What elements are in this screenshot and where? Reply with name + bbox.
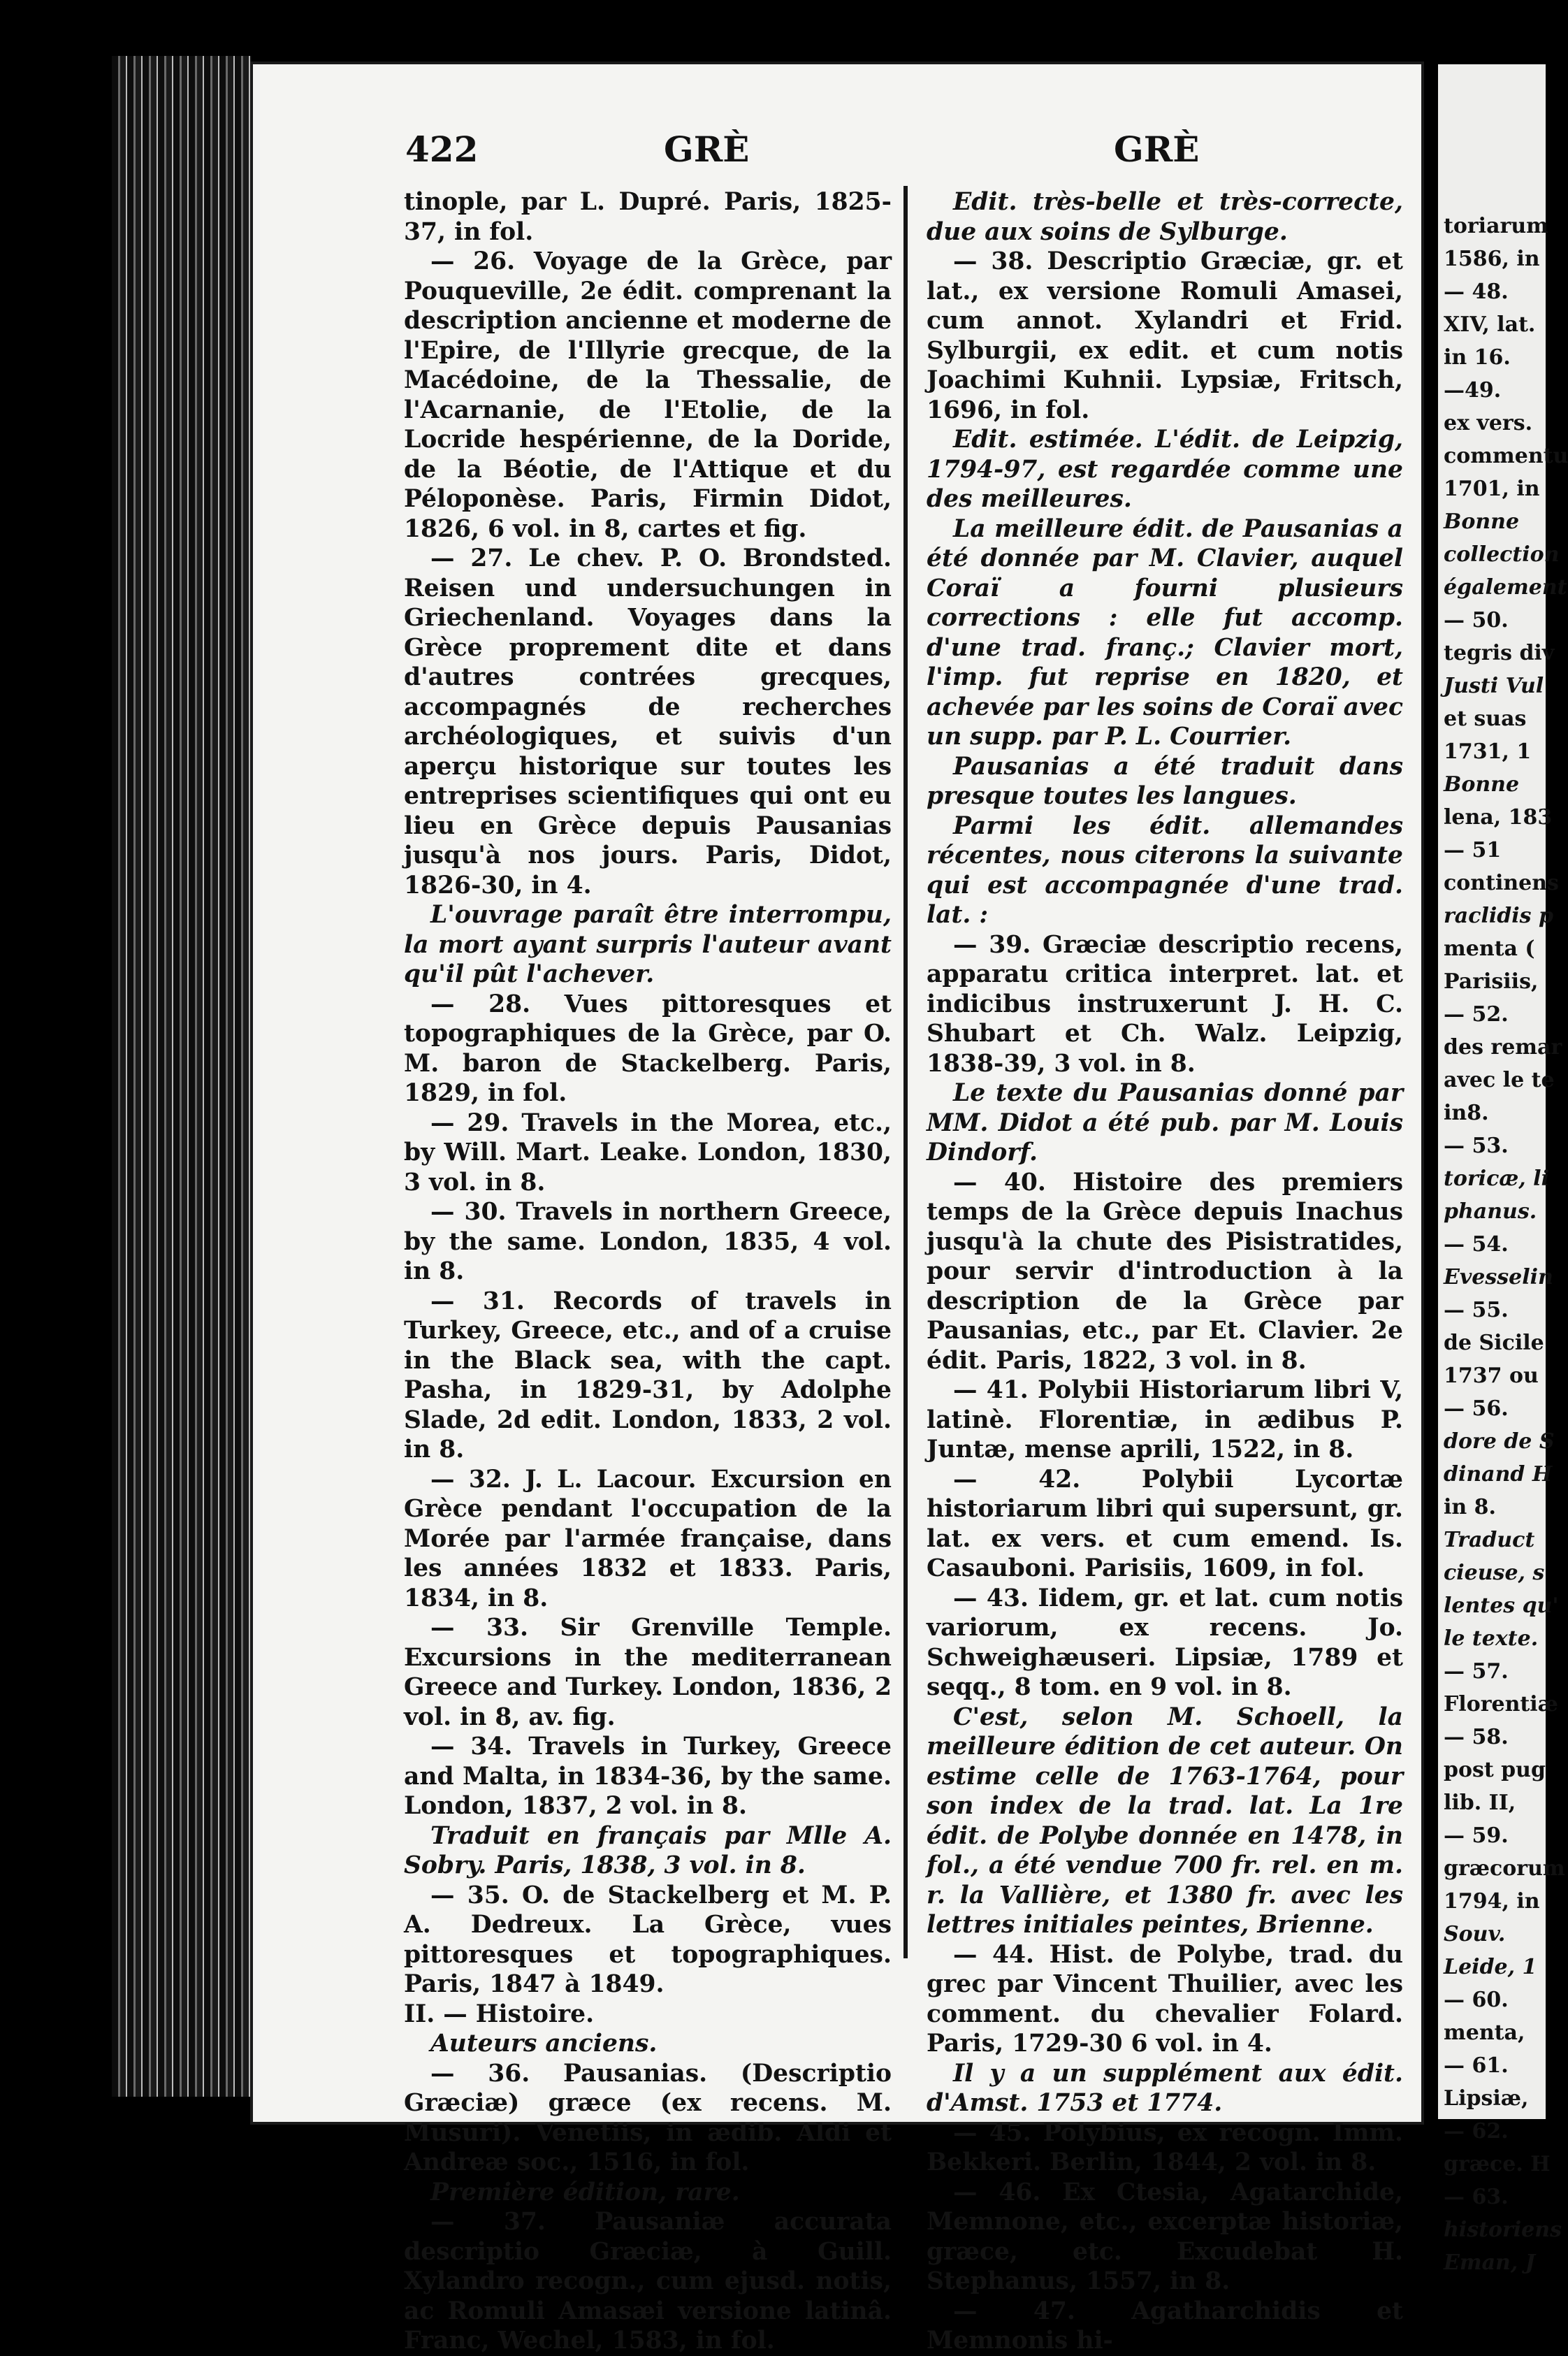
facing-page-line: 1701, in: [1444, 477, 1540, 501]
facing-page-line: Bonne: [1444, 509, 1520, 534]
entry-43-note: C'est, selon M. Schoell, la meilleure édition de cet auteur. On estime celle de 1763-1764, pour son index de la trad. lat. La 1re édit. de Polybe donnée en 1478, in fol., a été vendue 700 fr. rel. en m. r. la Vallière, et 1380 fr. avec les lettres initiales peintes, Brienne.: [927, 1703, 1403, 1939]
facing-page-line: — 52.: [1444, 1002, 1509, 1027]
entry-28: — 28. Vues pittoresques et topographiques de la Grèce, par O. M. baron de Stackelberg. Paris, 1829, in fol.: [404, 990, 892, 1107]
facing-page-line: Evesselin: [1444, 1265, 1553, 1289]
facing-page-line: — 57.: [1444, 1659, 1509, 1684]
facing-page-line: — 50.: [1444, 608, 1509, 633]
facing-page-line: raclidis p: [1444, 904, 1553, 928]
entry-44-note: Il y a un supplément aux édit. d'Amst. 1753 et 1774.: [927, 2059, 1403, 2117]
facing-page-line: Justi Vul: [1444, 674, 1544, 698]
entry-38: — 38. Descriptio Græciæ, gr. et lat., ex versione Romuli Amasei, cum annot. Xylandri et Frid. Sylburgii, ex edit. et cum notis Joachimi Kuhnii. Lypsiæ, Fritsch, 1696, in fol.: [927, 247, 1403, 424]
facing-page-line: Traduct: [1444, 1528, 1535, 1552]
entry-27-note: L'ouvrage paraît être interrompu, la mort ayant surpris l'auteur avant qu'il pût l'achever.: [404, 901, 892, 988]
facing-page-line: in8.: [1444, 1101, 1489, 1125]
facing-page-line: — 56.: [1444, 1396, 1509, 1421]
facing-page-line: — 48.: [1444, 280, 1509, 304]
entry-37: — 37. Pausaniæ accurata descriptio Græciæ, à Guill. Xylandro recogn., cum ejusd. notis, ac Romuli Amasæi versione latinâ. Franc, Wechel, 1583, in fol.: [404, 2208, 892, 2355]
facing-page-line: collection: [1444, 542, 1560, 567]
entry-26: — 26. Voyage de la Grèce, par Pouqueville, 2e édit. comprenant la description ancienne et moderne de l'Epire, de l'Illyrie grecque, de la Macédoine, de la Thessalie, de l'Acarnanie, de l'Etolie, de la Locride hespérienne, de la Doride, de la Béotie, de l'Attique et du Péloponèse. Paris, Firmin Didot, 1826, 6 vol. in 8, cartes et fig.: [404, 247, 892, 543]
facing-page-line: — 55.: [1444, 1298, 1509, 1322]
facing-page-line: menta,: [1444, 2021, 1525, 2045]
facing-page-line: 1731, 1: [1444, 739, 1532, 764]
entry-39: — 39. Græciæ descriptio recens, apparatu critica interpret. lat. et indicibus instruxerunt J. H. C. Shubart et Ch. Walz. Leipzig, 1838-39, 3 vol. in 8.: [927, 930, 1403, 1078]
facing-page-line: — 63.: [1444, 2185, 1509, 2209]
facing-page-line: menta (: [1444, 937, 1535, 961]
facing-page-fragment: [1438, 64, 1568, 2275]
left-column: [404, 187, 892, 2356]
pausanias-translations-note: Pausanias a été traduit dans presque toutes les langues.: [927, 752, 1403, 810]
facing-page-line: — 54.: [1444, 1232, 1509, 1257]
facing-page-line: cieuse, s: [1444, 1561, 1545, 1585]
facing-page-line: phanus.: [1444, 1199, 1537, 1224]
entry-46: — 46. Ex Ctesia, Agatarchide, Memnone, etc., excerptæ historiæ, græce, etc. Excudebat H. Stephanus, 1557, in 8.: [927, 2178, 1403, 2295]
facing-page-line: in 16.: [1444, 345, 1511, 370]
column-divider: [903, 186, 908, 1958]
facing-page-line: également: [1444, 575, 1567, 600]
entry-36-note: Première édition, rare.: [430, 2178, 740, 2206]
facing-page-line: toricæ, li: [1444, 1166, 1549, 1191]
facing-page-line: et suas: [1444, 707, 1527, 731]
facing-page-line: — 61.: [1444, 2053, 1509, 2078]
facing-page-line: toriarum: [1444, 214, 1548, 238]
page-number: 422: [405, 129, 479, 170]
facing-page-line: Parisiis,: [1444, 969, 1539, 994]
german-editions-note: Parmi les édit. allemandes récentes, nous citerons la suivante qui est accompagnée d'une trad. lat. :: [927, 811, 1403, 929]
running-head-left: GRÈ: [664, 129, 750, 170]
pausanias-note: La meilleure édit. de Pausanias a été donnée par M. Clavier, auquel Coraï a fourni plusieurs corrections : elle fut accomp. d'une trad. franç.; Clavier mort, l'imp. fut reprise en 1820, et achevée par les soins de Coraï avec un supp. par P. L. Courrier.: [927, 514, 1403, 751]
facing-page-lines: [1438, 64, 1568, 2279]
section-heading-histoire: II. — Histoire.: [404, 2000, 595, 2028]
entry-31: — 31. Records of travels in Turkey, Greece, etc., and of a cruise in the Black sea, with the capt. Pasha, in 1829-31, by Adolphe Slade, 2d edit. London, 1833, 2 vol. in 8.: [404, 1287, 892, 1464]
facing-page-line: Bonne: [1444, 772, 1520, 797]
entry-34-note: Traduit en français par Mlle A. Sobry. Paris, 1838, 3 vol. in 8.: [404, 1821, 892, 1879]
facing-page-line: historiens: [1444, 2218, 1562, 2242]
facing-page-line: lentes qu': [1444, 1593, 1559, 1618]
facing-page-line: — 58.: [1444, 1725, 1509, 1749]
entry-36: — 36. Pausanias. (Descriptio Græciæ) græce (ex recens. M. Musuri). Venetiis, in ædib. Aldi et Andreæ soc., 1516, in fol.: [404, 2059, 892, 2176]
facing-page-line: dinand H: [1444, 1462, 1553, 1487]
facing-page-line: des remar: [1444, 1035, 1562, 1060]
facing-page-line: Eman, J: [1444, 2250, 1535, 2275]
facing-page-line: — 59.: [1444, 1823, 1509, 1848]
facing-page-line: tegris div: [1444, 641, 1555, 665]
facing-page-line: ex vers.: [1444, 411, 1533, 435]
facing-page-line: Lipsiæ,: [1444, 2086, 1529, 2111]
entry-45: — 45. Polybius, ex recogn. Imm. Bekkeri. Berlin, 1844, 2 vol. in 8.: [927, 2118, 1403, 2176]
facing-page-line: —49.: [1444, 378, 1502, 403]
entry-35: — 35. O. de Stackelberg et M. P. A. Dedreux. La Grèce, vues pittoresques et topographiques. Paris, 1847 à 1849.: [404, 1881, 892, 1998]
facing-page-line: — 60.: [1444, 1988, 1509, 2012]
entry-30: — 30. Travels in northern Greece, by the same. London, 1835, 4 vol. in 8.: [404, 1198, 892, 1285]
facing-page-line: Florentiæ: [1444, 1692, 1558, 1717]
facing-page-line: continens: [1444, 871, 1559, 895]
page-header: [250, 129, 1424, 185]
facing-page-line: græce. H: [1444, 2152, 1551, 2176]
facing-page-line: de Sicile: [1444, 1331, 1544, 1355]
right-column: [927, 187, 1403, 2356]
facing-page-line: lena, 183: [1444, 805, 1553, 830]
entry-42: — 42. Polybii Lycortæ historiarum libri qui supersunt, gr. lat. ex vers. et cum emend. Is. Casauboni. Parisiis, 1609, in fol.: [927, 1465, 1403, 1582]
entry-43: — 43. Iidem, gr. et lat. cum notis variorum, ex recens. Jo. Schweighæuseri. Lipsiæ, 1789 et seqq., 8 tom. en 9 vol. in 8.: [927, 1584, 1403, 1701]
entry-38-note: Edit. estimée. L'édit. de Leipzig, 1794-97, est regardée comme une des meilleures.: [927, 426, 1403, 513]
facing-page-line: avec le te: [1444, 1068, 1555, 1092]
facing-page-line: 1737 ou: [1444, 1364, 1539, 1388]
entry-34: — 34. Travels in Turkey, Greece and Malta, in 1834-36, by the same. London, 1837, 2 vol. in 8.: [404, 1733, 892, 1820]
facing-page-line: — 53.: [1444, 1134, 1509, 1158]
facing-page-line: Leide, 1: [1444, 1955, 1537, 1979]
facing-page-line: — 51: [1444, 838, 1502, 862]
book-spine-edge: [112, 56, 252, 2097]
entry-25-continued: tinople, par L. Dupré. Paris, 1825-37, in fol.: [404, 188, 892, 246]
entry-40: — 40. Histoire des premiers temps de la Grèce depuis Inachus jusqu'à la chute des Pisistratides, pour servir d'introduction à la description de la Grèce par Pausanias, etc., par Et. Clavier. 2e édit. Paris, 1822, 3 vol. in 8.: [927, 1168, 1403, 1375]
facing-page-line: lib. II,: [1444, 1791, 1516, 1815]
facing-page-line: Souv.: [1444, 1922, 1506, 1946]
entry-41: — 41. Polybii Historiarum libri V, latinè. Florentiæ, in ædibus P. Juntæ, mense aprili, 1522, in 8.: [927, 1376, 1403, 1464]
entry-47: — 47. Agatharchidis et Memnonis hi-: [927, 2297, 1403, 2355]
entry-39-note: Le texte du Pausanias donné par MM. Didot a été pub. par M. Louis Dindorf.: [927, 1079, 1403, 1166]
entry-44: — 44. Hist. de Polybe, trad. du grec par Vincent Thuilier, avec les comment. du chevalier Folard. Paris, 1729-30 6 vol. in 4.: [927, 1940, 1403, 2058]
facing-page-line: in 8.: [1444, 1495, 1496, 1519]
subsection-auteurs-anciens: Auteurs anciens.: [430, 2030, 658, 2058]
entry-27: — 27. Le chev. P. O. Brondsted. Reisen und undersuchungen in Griechenland. Voyages dans la Grèce proprement dite et dans d'autres contrées grecques, accompagnés de recherches archéologiques, et suivis d'un aperçu historique sur toutes les entreprises scientifiques qui ont eu lieu en Grèce depuis Pausanias jusqu'à nos jours. Paris, Didot, 1826-30, in 4.: [404, 544, 892, 899]
entry-29: — 29. Travels in the Morea, etc., by Will. Mart. Leake. London, 1830, 3 vol. in 8.: [404, 1108, 892, 1197]
facing-page-line: XIV, lat.: [1444, 312, 1536, 337]
facing-page-line: — 62.: [1444, 2119, 1509, 2144]
facing-page-line: commentu: [1444, 444, 1568, 468]
entry-37-note: Edit. très-belle et très-correcte, due aux soins de Sylburge.: [927, 188, 1403, 246]
facing-page-line: 1794, in: [1444, 1889, 1540, 1914]
facing-page-line: post pug: [1444, 1758, 1546, 1782]
running-head-right: GRÈ: [1114, 129, 1200, 170]
facing-page-line: 1586, in: [1444, 247, 1540, 271]
scanned-page: [250, 62, 1424, 2355]
entry-33: — 33. Sir Grenville Temple. Excursions in the mediterranean Greece and Turkey. London, 1836, 2 vol. in 8, av. fig.: [404, 1614, 892, 1731]
facing-page-line: dore de S: [1444, 1429, 1555, 1454]
facing-page-line: græcorum: [1444, 1856, 1565, 1881]
facing-page-line: le texte.: [1444, 1626, 1539, 1651]
entry-32: — 32. J. L. Lacour. Excursion en Grèce pendant l'occupation de la Morée par l'armée française, dans les années 1832 et 1833. Paris, 1834, in 8.: [404, 1465, 892, 1612]
